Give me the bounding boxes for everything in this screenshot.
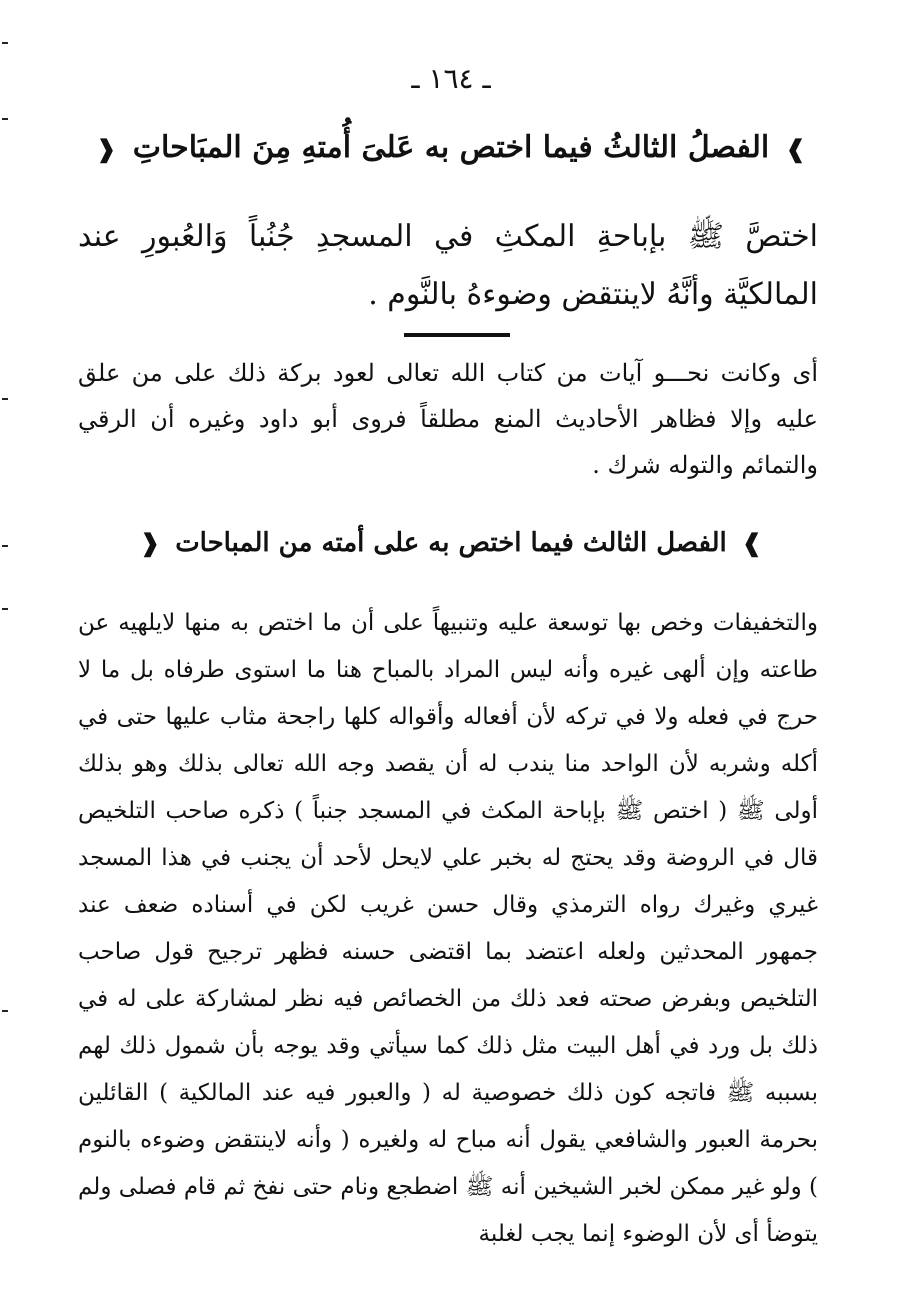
margin-mark — [2, 608, 8, 610]
ornament-right: ❱ — [785, 134, 806, 163]
margin-mark — [2, 545, 8, 547]
chapter-heading-text: الفصلُ الثالثُ فيما اختص به عَلىَ أُمتهِ مِنَ المبَاحاتِ — [132, 130, 770, 165]
commentary-heading — [60, 528, 842, 558]
gloss-text: أى وكانت نحـــو آيات من كتاب الله تعالى لعود بركة ذلك على من علق عليه وإلا فظاهر الأحاديث المنع مطلقاً فروى أبو داود وغيره أن الرقي والتمائم والتوله شرك . — [78, 359, 819, 479]
matn-text: اختصَّ ﷺ بإباحةِ المكثِ في المسجدِ جُنُباً وَالعُبورِ عند المالكيَّة وأنَّهُ لاينتقض وضوءهُ بالنَّوم . — [78, 219, 818, 312]
margin-mark — [2, 42, 8, 44]
margin-mark — [2, 398, 8, 400]
page-number: ـ ١٦٤ ـ — [411, 62, 491, 95]
margin-mark — [2, 1010, 8, 1012]
ornament-right: ❱ — [741, 528, 762, 557]
section-divider — [404, 333, 510, 337]
ornament-left: ❰ — [140, 528, 161, 557]
commentary-heading-text: الفصل الثالث فيما اختص به على أمته من المباحات — [175, 528, 727, 558]
ornament-left: ❰ — [96, 134, 117, 163]
margin-mark — [2, 118, 8, 120]
chapter-heading — [60, 130, 842, 165]
commentary-text: والتخفيفات وخص بها توسعة عليه وتنبيهاً على أن ما اختص به منها لايلهيه عن طاعته وإن ألهى غيره وأنه ليس المراد بالمباح هنا ما استوى طرفاه بل ما لا حرج في فعله ولا في تركه لأن أفعاله وأقواله كلها راجحة مثاب عليها حتى في أكله وشربه لأن الواحد منا يندب له أن يقصد وجه الله تعالى بذلك وهو بذلك أولى ﷺ ( اختص ﷺ بإباحة المكث في المسجد جنباً ) ذكره صاحب التلخيص قال في الروضة وقد يحتج له بخبر علي لايحل لأحد أن يجنب في هذا المسجد غيري وغيرك رواه الترمذي وقال حسن غريب لكن في أسناده ضعف عند جمهور المحدثين ولعله اعتضد بما اقتضى حسنه فظهر ترجيح قول صاحب التلخيص وبفرض صحته فعد ذلك من الخصائص فيه نظر لمشاركة على له في ذلك بل ورد في أهل البيت مثل ذلك كما سيأتي وقد يوجه بأن شمول ذلك لهم بسببه ﷺ فاتجه كون ذلك خصوصية له ( والعبور فيه عند المالكية ) القائلين بحرمة العبور والشافعي يقول أنه مباح له ولغيره ( وأنه لاينتقض وضوءه بالنوم ) ولو غير ممكن لخبر الشيخين أنه ﷺ اضطجع ونام حتى نفخ ثم قام فصلى ولم يتوضأ أى لأن الوضوء إنما يجب لغلبة — [78, 610, 818, 1247]
